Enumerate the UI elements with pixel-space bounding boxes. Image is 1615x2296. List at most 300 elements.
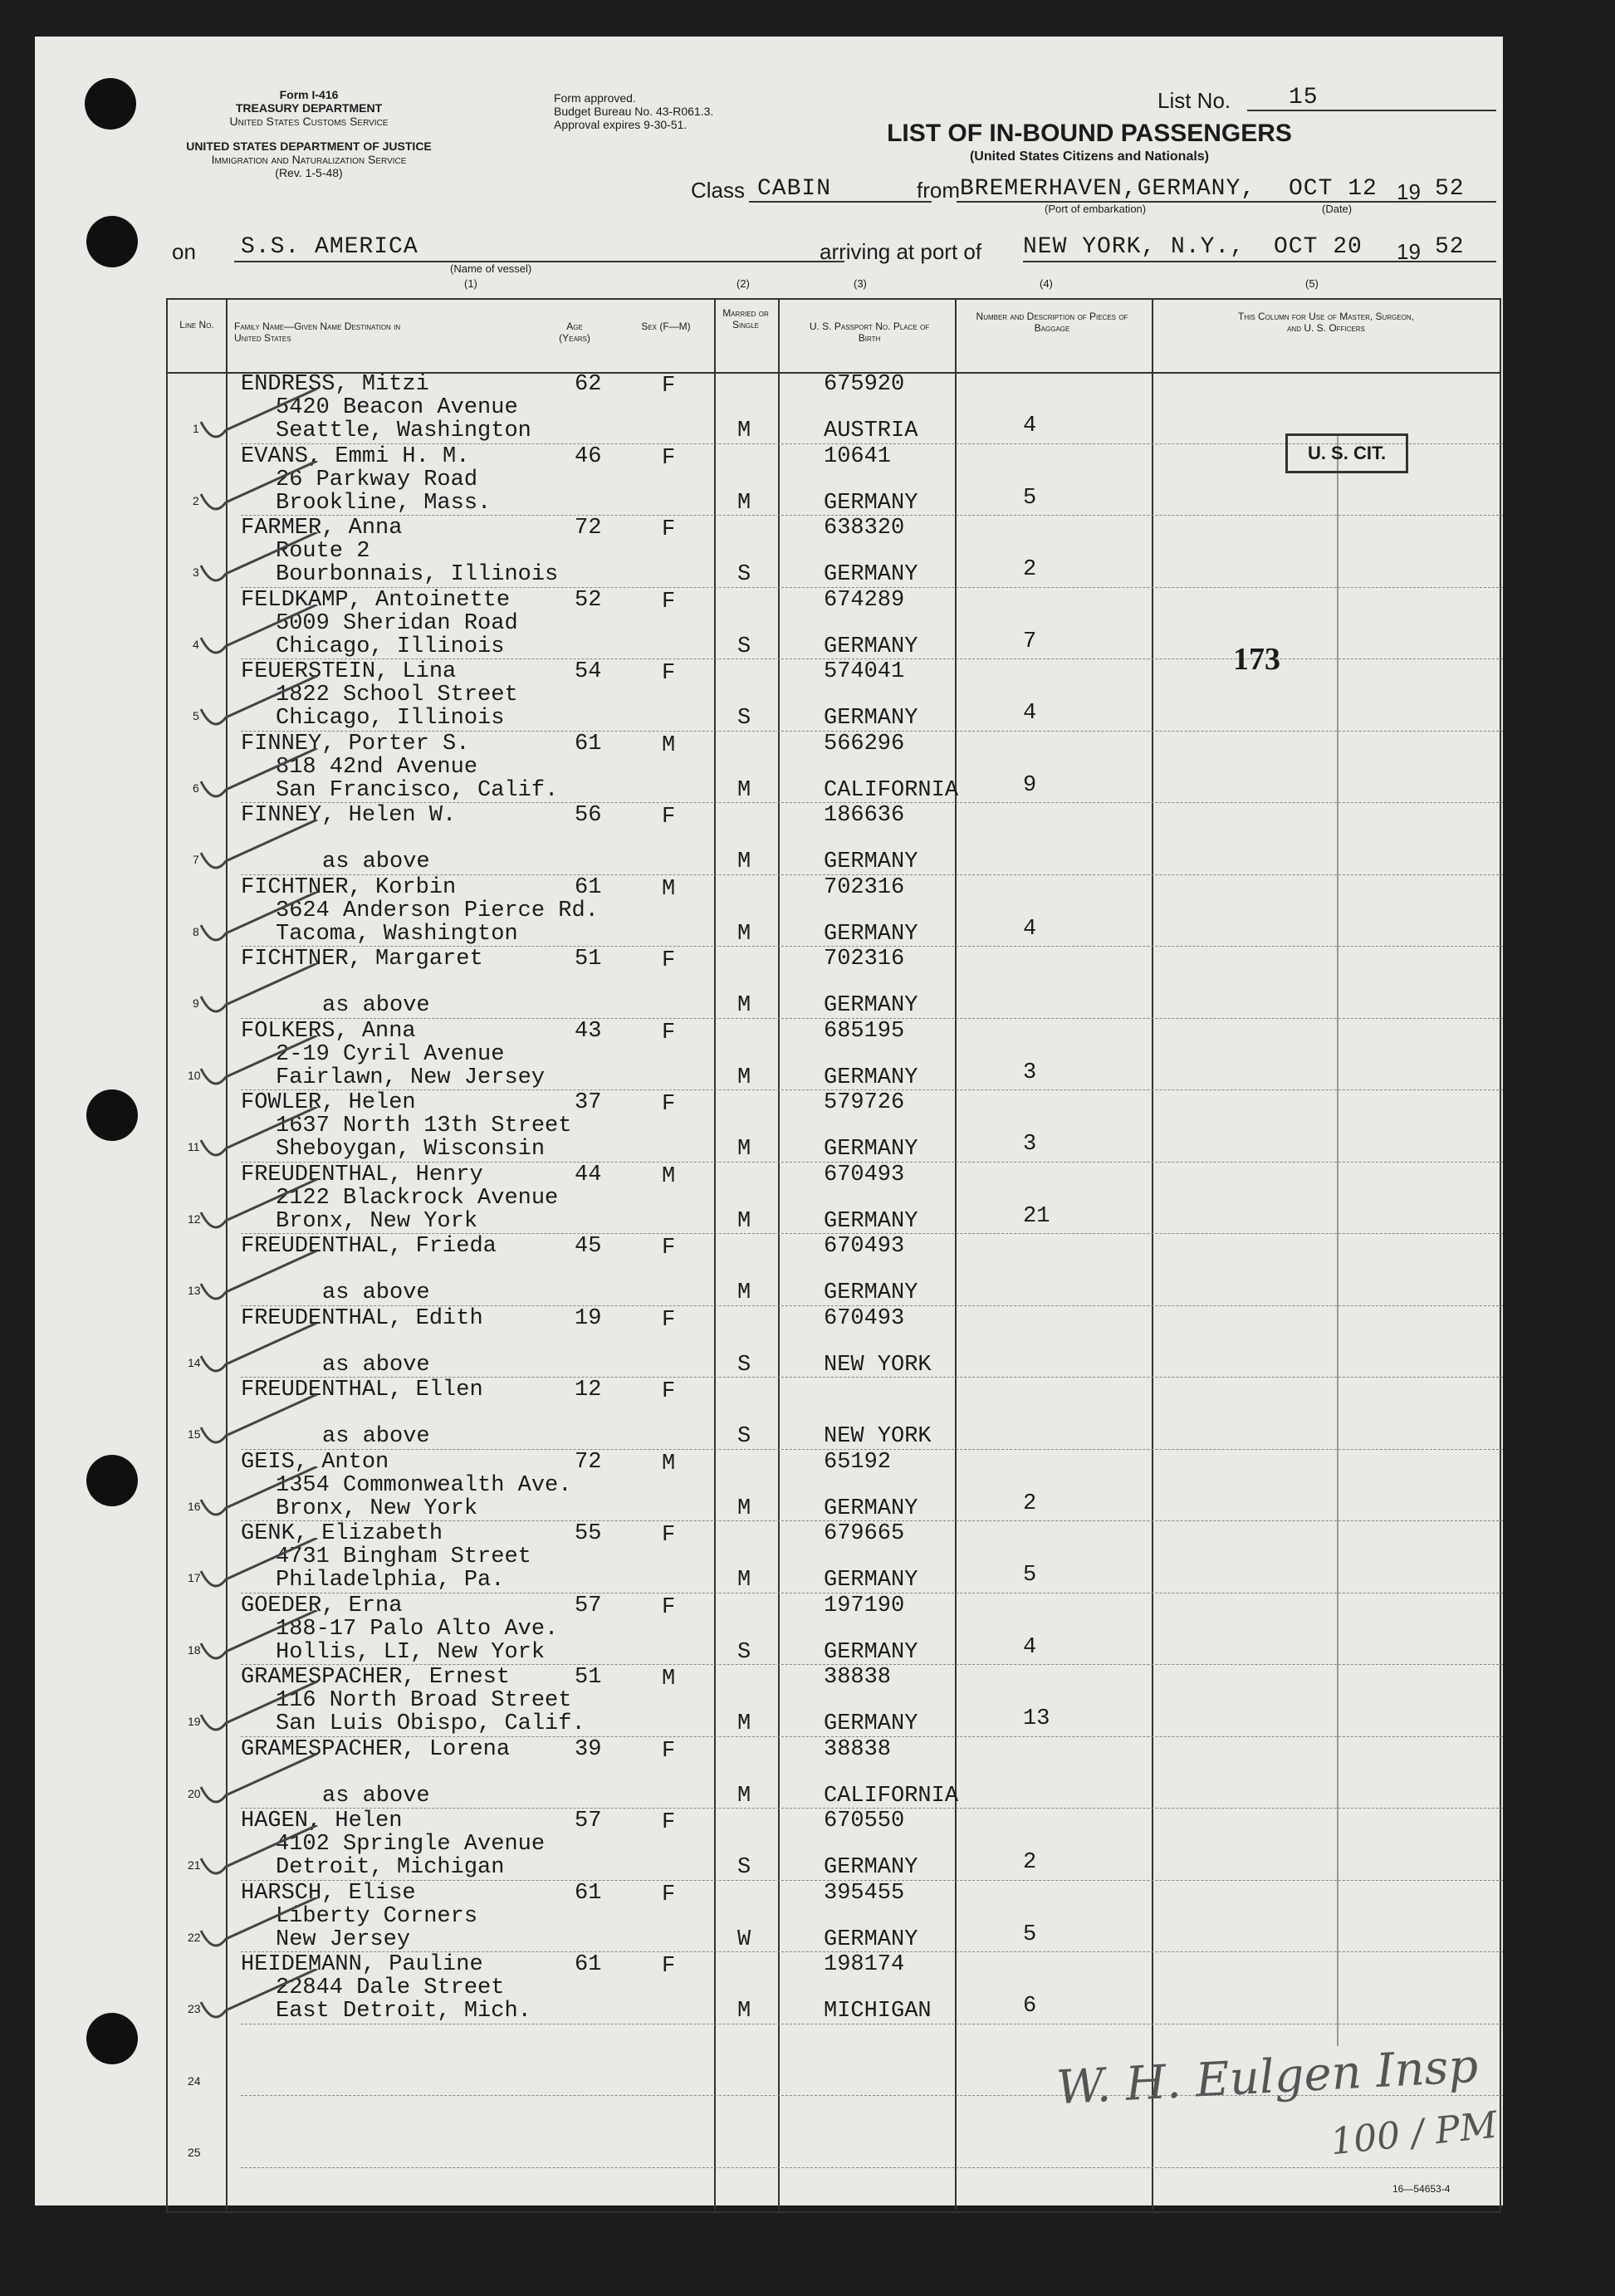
address-line-1: 2122 Blackrock Avenue [276, 1185, 559, 1211]
class-line [749, 201, 932, 203]
treasury-dept: TREASURY DEPARTMENT [235, 101, 383, 115]
justice-dept: UNITED STATES DEPARTMENT OF JUSTICE [186, 140, 432, 153]
address-line-2: as above [322, 1280, 430, 1305]
from-line [957, 201, 1496, 203]
line-number: 15 [188, 1427, 201, 1441]
passport-number: 395455 [824, 1880, 905, 1906]
form-revision: (Rev. 1-5-48) [275, 166, 343, 179]
sex: F [662, 374, 676, 399]
table-row [35, 516, 1503, 588]
passenger-name: FREUDENTHAL, Ellen [241, 1378, 483, 1403]
approval-line: Form approved. [554, 91, 636, 105]
address-line-2: East Detroit, Mich. [276, 1999, 531, 2024]
passenger-name: HAGEN, Helen [241, 1809, 403, 1833]
place-of-birth: GERMANY [824, 1280, 918, 1305]
col-header-baggage: Number and Description of Pieces of Baggage [976, 311, 1128, 334]
passenger-name: FREUDENTHAL, Frieda [241, 1234, 497, 1259]
age: 46 [575, 443, 602, 469]
baggage-count: 4 [1023, 414, 1037, 438]
col-header-sex: Sex (F—M) [641, 321, 691, 332]
age: 51 [575, 1665, 602, 1690]
passport-number: 674289 [824, 587, 905, 613]
approval-line: Approval expires 9-30-51. [554, 118, 688, 131]
marital-status: S [737, 1352, 751, 1378]
line-number: 6 [193, 781, 199, 795]
form-header [159, 88, 458, 128]
sex: F [662, 1379, 676, 1404]
sex: F [662, 1307, 676, 1333]
baggage-count: 3 [1023, 1060, 1037, 1085]
col-num-3: (3) [854, 277, 867, 290]
place-of-birth: GERMANY [824, 921, 918, 947]
marital-status: M [737, 419, 751, 443]
col-num-1: (1) [464, 277, 477, 290]
line-number: 4 [193, 637, 199, 651]
baggage-count: 4 [1023, 916, 1037, 942]
passenger-name: GENK, Elizabeth [241, 1521, 443, 1546]
address-line-1: 2-19 Cyril Avenue [276, 1041, 505, 1067]
table-row [35, 1593, 1503, 1666]
place-of-birth: CALIFORNIA [824, 777, 959, 803]
col-header-officers: This Column for Use of Master, Surgeon, and U. S. Officers [1237, 311, 1414, 334]
sex: M [662, 1667, 676, 1691]
table-row [35, 1090, 1503, 1163]
baggage-count: 2 [1023, 1850, 1037, 1875]
marital-status: S [737, 1424, 751, 1449]
address-line-2: San Francisco, Calif. [276, 777, 559, 803]
address-line-1: 5009 Sheridan Road [276, 610, 518, 636]
address-line-1: Liberty Corners [276, 1903, 478, 1929]
col-header-passport: U. S. Passport No. Place of Birth [809, 321, 930, 344]
place-of-birth: GERMANY [824, 562, 918, 587]
marital-status: M [737, 490, 751, 516]
address-line-1: 188-17 Palo Alto Ave. [276, 1616, 559, 1642]
passport-number: 38838 [824, 1665, 892, 1690]
passport-number: 702316 [824, 947, 905, 972]
passport-number: 566296 [824, 731, 905, 756]
age: 62 [575, 372, 602, 397]
passport-number: 10641 [824, 443, 892, 469]
place-of-birth: GERMANY [824, 1568, 918, 1593]
table-row [35, 732, 1503, 804]
address-line-1: 116 North Broad Street [276, 1688, 572, 1713]
col-header-name: Family Name—Given Name Destination in United States [234, 321, 401, 344]
marital-status: M [737, 1496, 751, 1521]
table-row [35, 444, 1503, 516]
address-line-1: 1354 Commonwealth Ave. [276, 1472, 572, 1498]
place-of-birth: GERMANY [824, 1208, 918, 1234]
table-row [35, 1019, 1503, 1091]
arrival-date: OCT 20 [1274, 234, 1363, 260]
passenger-name: ENDRESS, Mitzi [241, 372, 429, 397]
line-number: 21 [188, 1858, 201, 1872]
address-line-1: 818 42nd Avenue [276, 754, 478, 780]
place-of-birth: GERMANY [824, 634, 918, 659]
line-number: 20 [188, 1786, 201, 1800]
age: 55 [575, 1521, 602, 1546]
table-row [35, 1881, 1503, 1953]
embarkation-year: 52 [1435, 176, 1465, 202]
passenger-name: GRAMESPACHER, Ernest [241, 1665, 511, 1690]
age: 52 [575, 587, 602, 613]
on-label: on [172, 239, 196, 264]
address-line-2: Sheboygan, Wisconsin [276, 1137, 546, 1162]
address-line-1: 4731 Bingham Street [276, 1545, 531, 1569]
vessel-caption: (Name of vessel) [450, 262, 532, 275]
address-line-2: Hollis, LI, New York [276, 1639, 546, 1665]
page-title: LIST OF IN-BOUND PASSENGERS [887, 120, 1292, 147]
line-number: 12 [188, 1212, 201, 1226]
table-row [35, 1809, 1503, 1881]
address-line-1: 1637 North 13th Street [276, 1114, 572, 1138]
passenger-name: FICHTNER, Korbin [241, 874, 457, 900]
address-line-2: as above [322, 1783, 430, 1809]
table-row [35, 1450, 1503, 1522]
marital-status: S [737, 1855, 751, 1880]
marital-status: S [737, 634, 751, 659]
address-line-2: Bronx, New York [276, 1208, 478, 1234]
line-number: 9 [193, 996, 199, 1010]
col-header-age: Age (Years) [559, 321, 590, 344]
line-number: 24 [188, 2073, 201, 2088]
place-of-birth: MICHIGAN [824, 1999, 932, 2024]
passport-number: 685195 [824, 1018, 905, 1044]
sex: M [662, 1163, 676, 1189]
marital-status: M [737, 921, 751, 947]
table-row [35, 1378, 1503, 1450]
sex: F [662, 445, 676, 471]
address-line-1: 3624 Anderson Pierce Rd. [276, 898, 599, 923]
customs-service: United States Customs Service [229, 115, 389, 128]
inspector-signature: W. H. Eulgen Insp [1055, 2039, 1480, 2116]
line-number: 22 [188, 1930, 201, 1944]
address-line-2: Seattle, Washington [276, 419, 531, 443]
col-num-5: (5) [1305, 277, 1319, 290]
passport-number: 670550 [824, 1809, 905, 1833]
line-number: 19 [188, 1715, 201, 1728]
baggage-count: 5 [1023, 1921, 1037, 1947]
sex: F [662, 661, 676, 686]
arrival-year-prefix: 19 [1397, 239, 1421, 264]
sex: F [662, 1594, 676, 1620]
list-no-label: List No. [1157, 88, 1231, 113]
col-header-married: Married or Single [722, 307, 769, 330]
table-row [35, 1163, 1503, 1235]
place-of-birth: GERMANY [824, 1137, 918, 1162]
address-line-1: 22844 Dale Street [276, 1975, 505, 2000]
table-row [35, 1952, 1503, 2024]
marital-status: S [737, 1639, 751, 1665]
passport-number: 670493 [824, 1305, 905, 1331]
baggage-count: 7 [1023, 629, 1037, 654]
line-number: 1 [193, 422, 199, 435]
line-number: 8 [193, 924, 199, 938]
age: 57 [575, 1593, 602, 1618]
sex: M [662, 876, 676, 902]
print-code: 16—54653-4 [1392, 2183, 1451, 2195]
baggage-count: 5 [1023, 485, 1037, 511]
col-num-4: (4) [1040, 277, 1053, 290]
table-row [35, 875, 1503, 947]
table-row [35, 588, 1503, 660]
age: 72 [575, 1449, 602, 1475]
sex: M [662, 1451, 676, 1476]
marital-status: M [737, 849, 751, 874]
passport-number: 670493 [824, 1234, 905, 1259]
passenger-name: FELDKAMP, Antoinette [241, 587, 511, 613]
age: 19 [575, 1305, 602, 1331]
sex: F [662, 948, 676, 973]
line-number: 7 [193, 853, 199, 866]
address-line-1: Route 2 [276, 539, 370, 564]
address-line-1: 26 Parkway Road [276, 467, 478, 492]
arrival-line [1023, 261, 1496, 262]
age: 72 [575, 516, 602, 541]
sex: F [662, 1092, 676, 1117]
passenger-name: HARSCH, Elise [241, 1880, 416, 1906]
place-of-birth: NEW YORK [824, 1352, 932, 1378]
col-num-2: (2) [737, 277, 750, 290]
passenger-name: FREUDENTHAL, Edith [241, 1305, 483, 1331]
line-number: 2 [193, 493, 199, 507]
sex: F [662, 517, 676, 542]
address-line-2: as above [322, 849, 430, 874]
embarkation-port: BREMERHAVEN,GERMANY, [960, 176, 1256, 202]
line-number: 17 [188, 1571, 201, 1584]
sex: F [662, 1523, 676, 1548]
sex: F [662, 1954, 676, 1979]
address-line-2: Chicago, Illinois [276, 706, 505, 731]
table-row [35, 1521, 1503, 1593]
address-line-2: Detroit, Michigan [276, 1855, 505, 1880]
address-line-2: Bourbonnais, Illinois [276, 562, 559, 587]
place-of-birth: GERMANY [824, 706, 918, 731]
marital-status: M [737, 1137, 751, 1162]
place-of-birth: GERMANY [824, 490, 918, 516]
address-line-1: 1822 School Street [276, 683, 518, 707]
inspector-time: 100 / PM [1328, 2103, 1500, 2164]
arrival-port: NEW YORK, N.Y., [1023, 234, 1246, 260]
address-line-2: as above [322, 1352, 430, 1378]
passport-number: 186636 [824, 803, 905, 828]
marital-status: W [737, 1926, 751, 1952]
arrival-year: 52 [1435, 234, 1465, 260]
marital-status: M [737, 1999, 751, 2024]
baggage-count: 4 [1023, 1634, 1037, 1660]
passenger-name: FINNEY, Porter S. [241, 731, 470, 756]
passport-number: 702316 [824, 874, 905, 900]
vessel-name: S.S. AMERICA [241, 234, 418, 260]
sex: F [662, 1882, 676, 1907]
class-value: CABIN [757, 176, 832, 202]
address-line-2: Philadelphia, Pa. [276, 1568, 505, 1593]
marital-status: S [737, 706, 751, 731]
baggage-count: 2 [1023, 1491, 1037, 1516]
table-row [35, 2096, 1503, 2168]
sex: F [662, 1236, 676, 1261]
passenger-name: FEUERSTEIN, Lina [241, 659, 457, 684]
punch-hole [85, 78, 136, 130]
place-of-birth: CALIFORNIA [824, 1783, 959, 1809]
marital-status: S [737, 562, 751, 587]
address-line-2: Fairlawn, New Jersey [276, 1065, 546, 1090]
approval-line: Budget Bureau No. 43-R061.3. [554, 105, 714, 118]
age: 61 [575, 731, 602, 756]
embarkation-caption: (Port of embarkation) [1045, 203, 1147, 215]
class-label: Class [691, 178, 746, 203]
line-number: 13 [188, 1284, 201, 1297]
age: 61 [575, 1880, 602, 1906]
baggage-count: 4 [1023, 701, 1037, 726]
row-separator [241, 2167, 1503, 2168]
list-no-value: 15 [1289, 85, 1319, 110]
baggage-count: 2 [1023, 557, 1037, 582]
baggage-count: 13 [1023, 1706, 1050, 1731]
form-number: Form I-416 [279, 88, 339, 101]
marital-status: M [737, 1783, 751, 1809]
passenger-name: GEIS, Anton [241, 1449, 389, 1475]
justice-header [159, 140, 458, 179]
marital-status: M [737, 777, 751, 803]
place-of-birth: GERMANY [824, 1711, 918, 1736]
sex: F [662, 1020, 676, 1045]
sex: F [662, 1810, 676, 1835]
us-citizen-stamp: U. S. CIT. [1285, 433, 1408, 473]
address-line-2: San Luis Obispo, Calif. [276, 1711, 585, 1736]
age: 44 [575, 1162, 602, 1187]
arriving-label: arriving at port of [820, 239, 982, 264]
place-of-birth: GERMANY [824, 1855, 918, 1880]
address-line-2: Brookline, Mass. [276, 490, 492, 516]
embarkation-year-prefix: 19 [1397, 179, 1421, 204]
embarkation-date: OCT 12 [1289, 176, 1378, 202]
marital-status: M [737, 1208, 751, 1234]
baggage-count: 9 [1023, 772, 1037, 798]
passenger-name: HEIDEMANN, Pauline [241, 1952, 483, 1977]
passport-number: 197190 [824, 1593, 905, 1618]
place-of-birth: GERMANY [824, 1496, 918, 1521]
manifest-sheet [35, 37, 1503, 2205]
age: 61 [575, 1952, 602, 1977]
passport-number: 675920 [824, 372, 905, 397]
address-line-2: New Jersey [276, 1926, 411, 1952]
passenger-name: GRAMESPACHER, Lorena [241, 1736, 511, 1762]
baggage-count: 5 [1023, 1563, 1037, 1588]
table-row [35, 659, 1503, 732]
ins-service: Immigration and Naturalization Service [211, 153, 407, 166]
table-row [35, 372, 1503, 444]
address-line-1: 5420 Beacon Avenue [276, 395, 518, 420]
passenger-count: 173 [1233, 642, 1280, 677]
age: 37 [575, 1090, 602, 1115]
marital-status: M [737, 993, 751, 1018]
passenger-name: FICHTNER, Margaret [241, 947, 483, 972]
passport-number: 198174 [824, 1952, 905, 1977]
passenger-name: EVANS, Emmi H. M. [241, 443, 470, 469]
passenger-name: FINNEY, Helen W. [241, 803, 457, 828]
line-number: 16 [188, 1499, 201, 1513]
table-row [35, 1234, 1503, 1306]
passport-number: 679665 [824, 1521, 905, 1546]
address-line-2: Tacoma, Washington [276, 921, 518, 947]
address-line-2: as above [322, 993, 430, 1018]
table-row [35, 1306, 1503, 1378]
date-caption: (Date) [1322, 203, 1353, 215]
passenger-name: FOLKERS, Anna [241, 1018, 416, 1044]
marital-status: M [737, 1065, 751, 1090]
line-number: 5 [193, 709, 199, 722]
sex: M [662, 732, 676, 758]
place-of-birth: AUSTRIA [824, 419, 918, 443]
address-line-1: 4102 Springle Avenue [276, 1832, 546, 1857]
baggage-count: 21 [1023, 1203, 1050, 1229]
line-number: 18 [188, 1642, 201, 1657]
table-row [35, 1737, 1503, 1809]
passport-number: 670493 [824, 1162, 905, 1187]
table-row [35, 947, 1503, 1019]
passenger-name: FOWLER, Helen [241, 1090, 416, 1115]
passenger-name: FREUDENTHAL, Henry [241, 1162, 483, 1187]
line-number: 11 [188, 1140, 200, 1153]
age: 51 [575, 947, 602, 972]
sex: F [662, 805, 676, 830]
place-of-birth: GERMANY [824, 1065, 918, 1090]
line-number: 23 [188, 2002, 201, 2015]
passport-number: 579726 [824, 1090, 905, 1115]
place-of-birth: NEW YORK [824, 1424, 932, 1449]
age: 12 [575, 1378, 602, 1403]
age: 54 [575, 659, 602, 684]
address-line-2: Chicago, Illinois [276, 634, 505, 659]
vessel-line [234, 261, 844, 262]
line-number: 10 [188, 1068, 201, 1082]
approval-note [554, 91, 770, 131]
table-row [35, 803, 1503, 875]
age: 61 [575, 874, 602, 900]
line-number: 25 [188, 2146, 201, 2159]
age: 43 [575, 1018, 602, 1044]
place-of-birth: GERMANY [824, 1926, 918, 1952]
age: 39 [575, 1736, 602, 1762]
baggage-count: 3 [1023, 1132, 1037, 1157]
from-label: from [917, 178, 960, 203]
address-line-2: Bronx, New York [276, 1496, 478, 1521]
col-header-line-no: Line No. [179, 319, 214, 330]
passenger-name: GOEDER, Erna [241, 1593, 403, 1618]
marital-status: M [737, 1711, 751, 1736]
age: 57 [575, 1809, 602, 1833]
line-number: 14 [188, 1355, 201, 1369]
sex: F [662, 589, 676, 614]
address-line-2: as above [322, 1424, 430, 1449]
marital-status: M [737, 1280, 751, 1305]
passport-number: 638320 [824, 516, 905, 541]
marital-status: M [737, 1568, 751, 1593]
page-subtitle: (United States Citizens and Nationals) [969, 149, 1210, 164]
age: 56 [575, 803, 602, 828]
baggage-count: 6 [1023, 1994, 1037, 2019]
punch-hole [86, 216, 138, 267]
age: 45 [575, 1234, 602, 1259]
sex: F [662, 1738, 676, 1764]
place-of-birth: GERMANY [824, 993, 918, 1018]
place-of-birth: GERMANY [824, 1639, 918, 1665]
passport-number: 65192 [824, 1449, 892, 1475]
table-row [35, 1665, 1503, 1737]
line-number: 3 [193, 565, 199, 579]
place-of-birth: GERMANY [824, 849, 918, 874]
passport-number: 38838 [824, 1736, 892, 1762]
